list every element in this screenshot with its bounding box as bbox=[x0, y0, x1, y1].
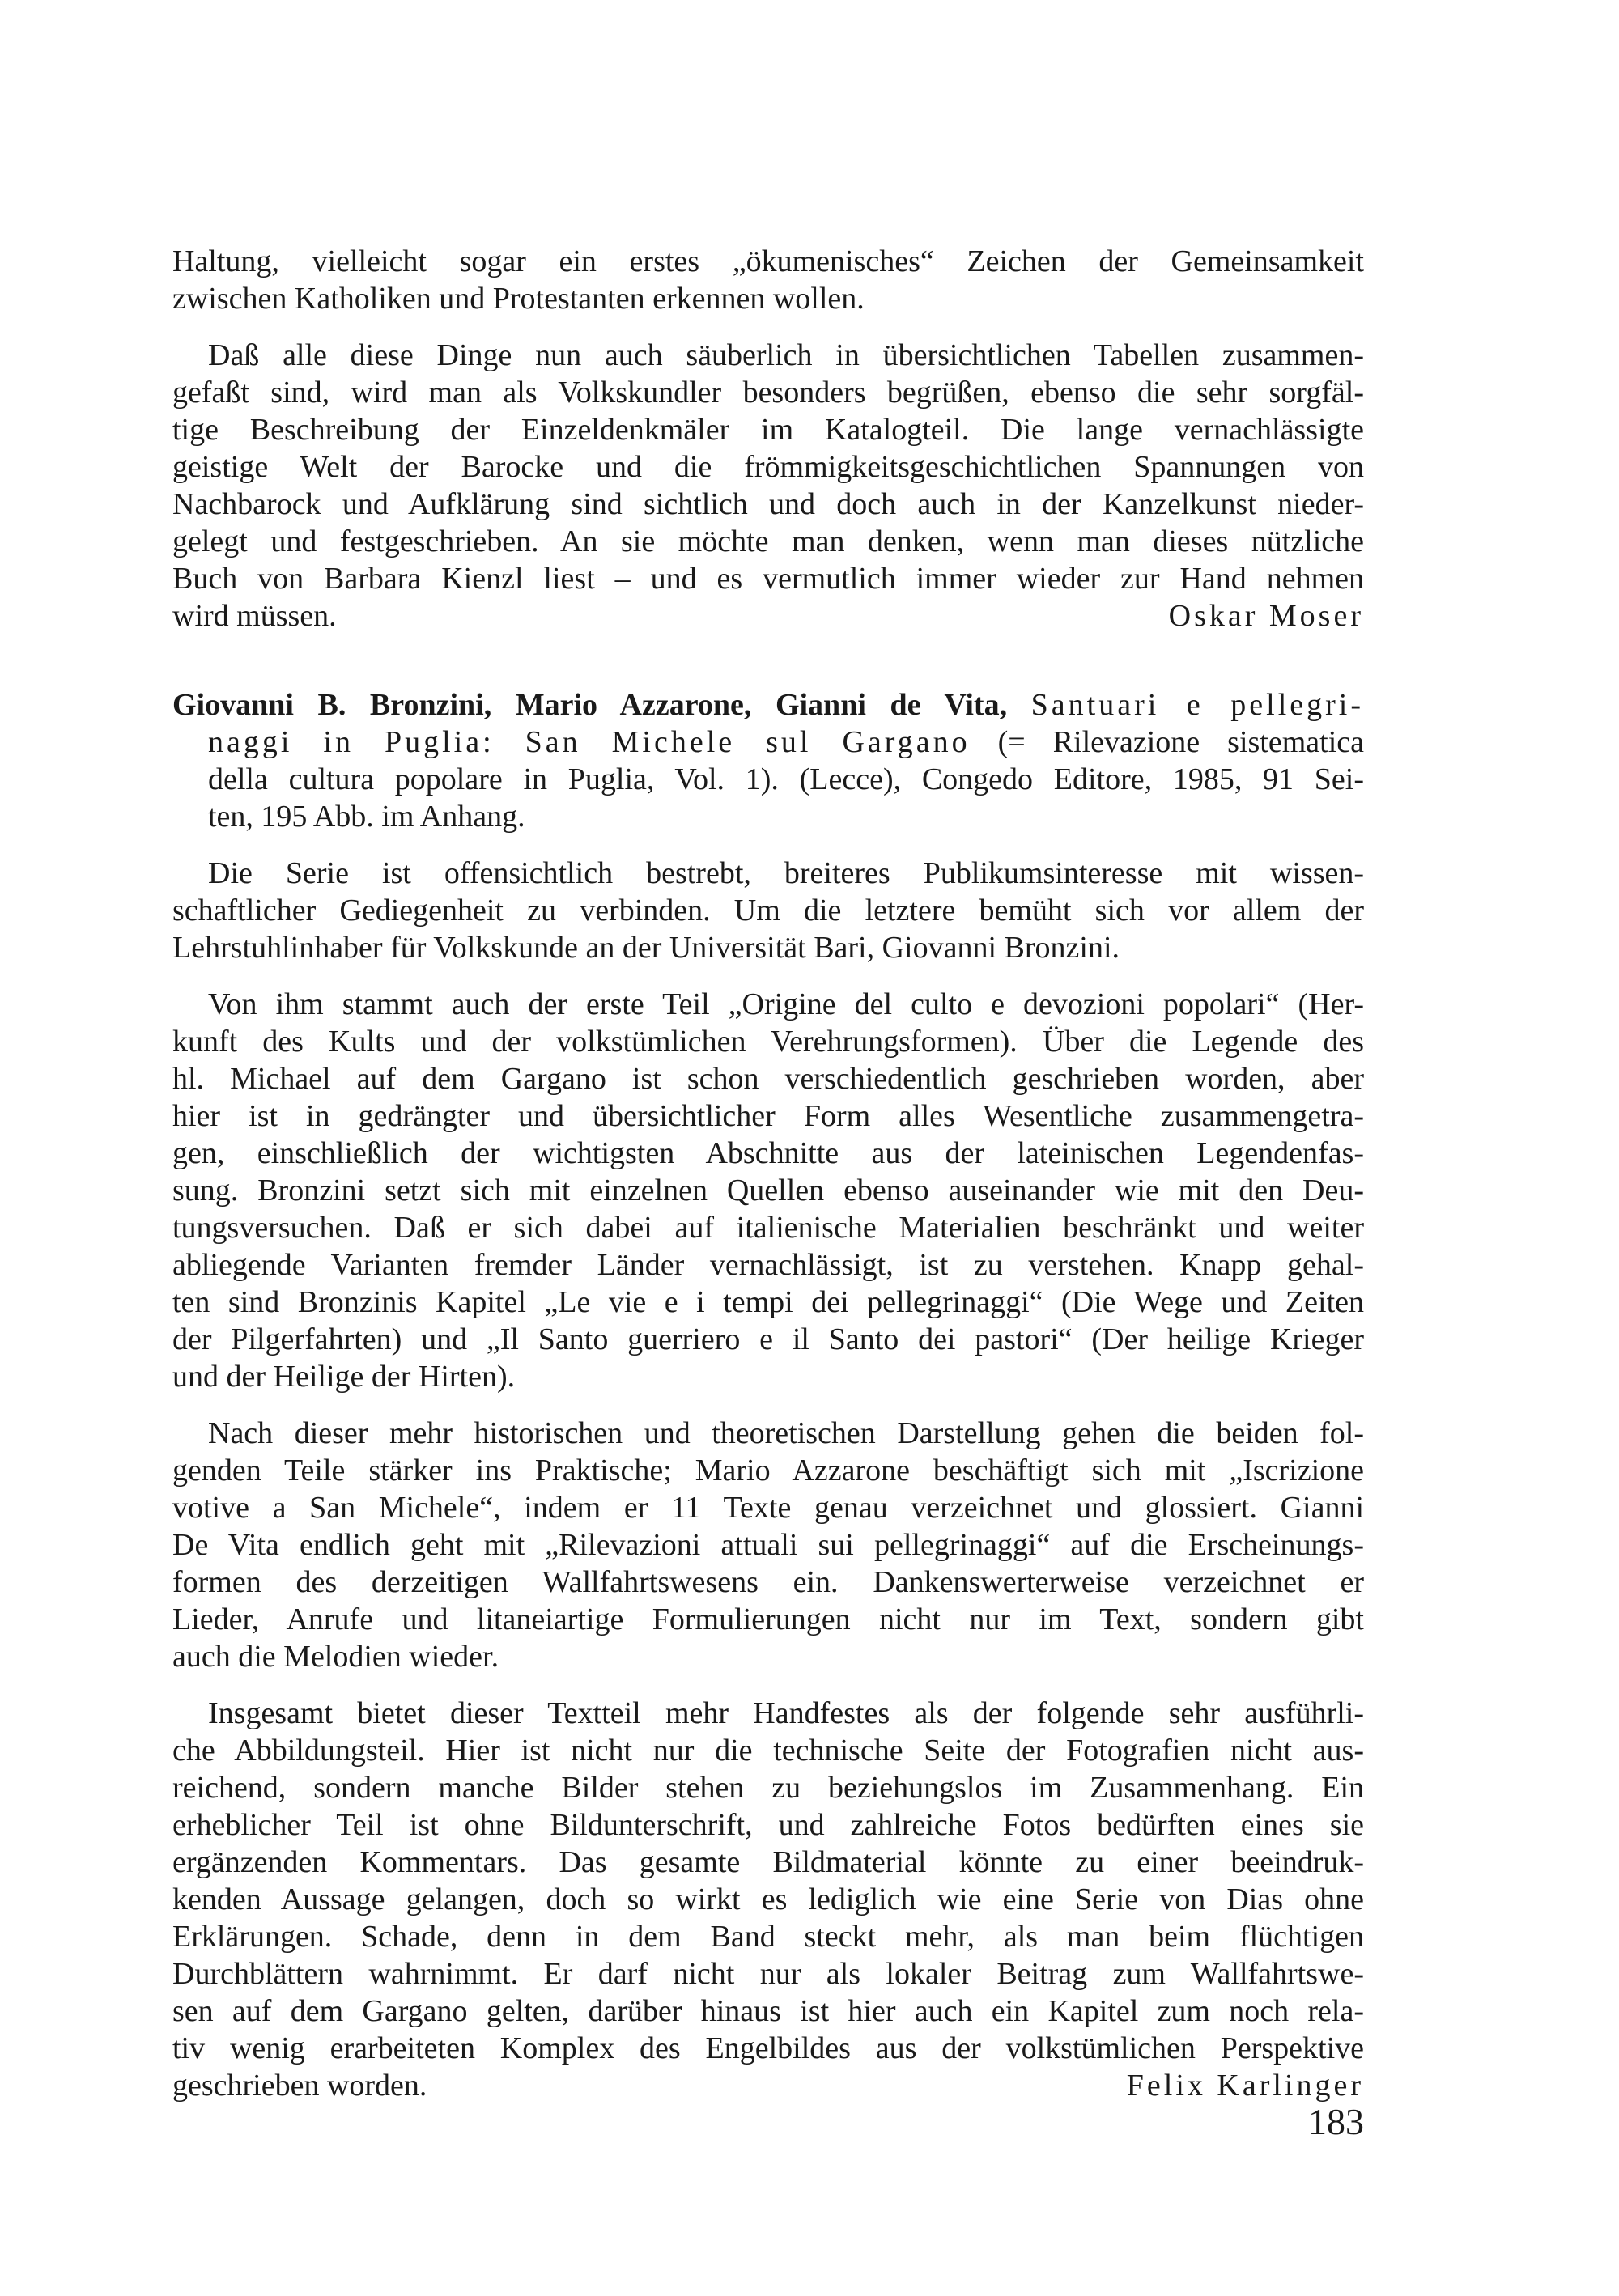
review-2-bibliography bbox=[172, 686, 1364, 835]
text-line: gen, einschließlich der wichtigsten Abschnitte aus der lateinischen Legendenfas- bbox=[172, 1136, 1364, 1170]
text-line: kenden Aussage gelangen, doch so wirkt es lediglich wie eine Serie von Dias ohne bbox=[172, 1882, 1364, 1916]
book-title: naggi in Puglia: San Michele sul Gargano bbox=[208, 725, 971, 759]
text-line: geistige Welt der Barocke und die frömmigkeitsgeschichtlichen Spannungen von bbox=[172, 450, 1364, 484]
text-line: geschrieben worden. bbox=[172, 2069, 427, 2103]
signature-line bbox=[172, 597, 1364, 634]
text-line: De Vita endlich geht mit „Rilevazioni attuali sui pellegrinaggi“ auf die Erscheinungs- bbox=[172, 1528, 1364, 1562]
text-line: sung. Bronzini setzt sich mit einzelnen Quellen ebenso auseinander wie mit den Deu- bbox=[172, 1173, 1364, 1207]
text-line: Haltung, vielleicht sogar ein erstes „ökumenisches“ Zeichen der Gemeinsamkeit bbox=[172, 244, 1364, 278]
text-line: formen des derzeitigen Wallfahrtswesens ein. Dankenswerterweise verzeichnet er bbox=[172, 1565, 1364, 1599]
text-line: sen auf dem Gargano gelten, darüber hinaus ist hier auch ein Kapitel zum noch rela- bbox=[172, 1994, 1364, 2028]
reviewer-name: Felix Karlinger bbox=[1126, 2069, 1364, 2103]
text-line: der Pilgerfahrten) und „Il Santo guerriero e il Santo dei pastori“ (Der heilige Krieger bbox=[172, 1322, 1364, 1356]
text-line: Lehrstuhlinhaber für Volkskunde an der Universität Bari, Giovanni Bronzini. bbox=[172, 931, 1120, 965]
text-line: che Abbildungsteil. Hier ist nicht nur die technische Seite der Fotografien nicht aus- bbox=[172, 1734, 1364, 1768]
text-line: Erklärungen. Schade, denn in dem Band steckt mehr, als man beim flüchtigen bbox=[172, 1920, 1364, 1954]
page-body bbox=[172, 243, 1364, 2104]
text-line: Nachbarock und Aufklärung sind sichtlich und doch auch in der Kanzelkunst nieder- bbox=[172, 487, 1364, 521]
text-line: Buch von Barbara Kienzl liest – und es vermutlich immer wieder zur Hand nehmen bbox=[172, 562, 1364, 596]
review-2-body bbox=[172, 855, 1364, 2104]
page-number: 183 bbox=[1308, 2101, 1364, 2142]
text-line: genden Teile stärker ins Praktische; Mario Azzarone beschäftigt sich mit „Iscrizione bbox=[172, 1454, 1364, 1488]
text-line: zwischen Katholiken und Protestanten erkennen wollen. bbox=[172, 282, 865, 316]
text-line: und der Heilige der Hirten). bbox=[172, 1360, 516, 1394]
signature-line bbox=[172, 2067, 1364, 2104]
book-title: Santuari e pellegri- bbox=[1030, 688, 1365, 722]
text-line: Lieder, Anrufe und litaneiartige Formulierungen nicht nur im Text, sondern gibt bbox=[172, 1602, 1364, 1636]
text-line: auch die Melodien wieder. bbox=[172, 1640, 499, 1674]
review-1 bbox=[172, 243, 1364, 634]
text-line: votive a San Michele“, indem er 11 Texte genau verzeichnet und glossiert. Gianni bbox=[172, 1491, 1364, 1525]
text-line: erheblicher Teil ist ohne Bildunterschrift, und zahlreiche Fotos bedürften eines sie bbox=[172, 1808, 1364, 1842]
text-line: tiv wenig erarbeiteten Komplex des Engelbildes aus der volkstümlichen Perspektive bbox=[172, 2031, 1364, 2065]
text-line: Die Serie ist offensichtlich bestrebt, breiteres Publikumsinteresse mit wissen- bbox=[208, 856, 1364, 890]
text-line: wird müssen. bbox=[172, 599, 337, 633]
series-info: (= Rilevazione sistematica bbox=[997, 725, 1364, 759]
publication-info: della cultura popolare in Puglia, Vol. 1). (Lecce), Congedo Editore, 1985, 91 Sei- bbox=[208, 762, 1364, 796]
text-line: Insgesamt bietet dieser Textteil mehr Handfestes als der folgende sehr ausführli- bbox=[208, 1696, 1364, 1730]
text-line: hl. Michael auf dem Gargano ist schon verschiedentlich geschrieben worden, aber bbox=[172, 1062, 1364, 1096]
text-line: Nach dieser mehr historischen und theoretischen Darstellung gehen die beiden fol- bbox=[208, 1416, 1364, 1450]
text-line: tungsversuchen. Daß er sich dabei auf italienische Materialien beschränkt und weiter bbox=[172, 1211, 1364, 1245]
text-line: abliegende Varianten fremder Länder vernachlässigt, ist zu verstehen. Knapp gehal- bbox=[172, 1248, 1364, 1282]
publication-info: ten, 195 Abb. im Anhang. bbox=[208, 800, 525, 834]
text-line: ten sind Bronzinis Kapitel „Le vie e i tempi dei pellegrinaggi“ (Die Wege und Zeiten bbox=[172, 1285, 1364, 1319]
text-line: gelegt und festgeschrieben. An sie möchte man denken, wenn man dieses nützliche bbox=[172, 524, 1364, 558]
text-line: reichend, sondern manche Bilder stehen zu beziehungslos im Zusammenhang. Ein bbox=[172, 1771, 1364, 1805]
text-line: schaftlicher Gediegenheit zu verbinden. Um die letztere bemüht sich vor allem der bbox=[172, 893, 1364, 927]
text-line: ergänzenden Kommentars. Das gesamte Bildmaterial könnte zu einer beeindruk- bbox=[172, 1845, 1364, 1879]
book-authors: Giovanni B. Bronzini, Mario Azzarone, Gianni de Vita, bbox=[172, 688, 1008, 722]
text-line: Von ihm stammt auch der erste Teil „Origine del culto e devozioni popolari“ (Her- bbox=[208, 987, 1364, 1021]
text-line: kunft des Kults und der volkstümlichen Verehrungsformen). Über die Legende des bbox=[172, 1025, 1364, 1059]
text-line: Durchblättern wahrnimmt. Er darf nicht nur als lokaler Beitrag zum Wallfahrtswe- bbox=[172, 1957, 1364, 1991]
text-line: Daß alle diese Dinge nun auch säuberlich in übersichtlichen Tabellen zusammen- bbox=[208, 338, 1364, 372]
text-line: gefaßt sind, wird man als Volkskundler besonders begrüßen, ebenso die sehr sorgfäl- bbox=[172, 376, 1364, 410]
text-line: hier ist in gedrängter und übersichtlicher Form alles Wesentliche zusammengetra- bbox=[172, 1099, 1364, 1133]
reviewer-name: Oskar Moser bbox=[1168, 599, 1364, 633]
text-line: tige Beschreibung der Einzeldenkmäler im Katalogteil. Die lange vernachlässigte bbox=[172, 413, 1364, 447]
